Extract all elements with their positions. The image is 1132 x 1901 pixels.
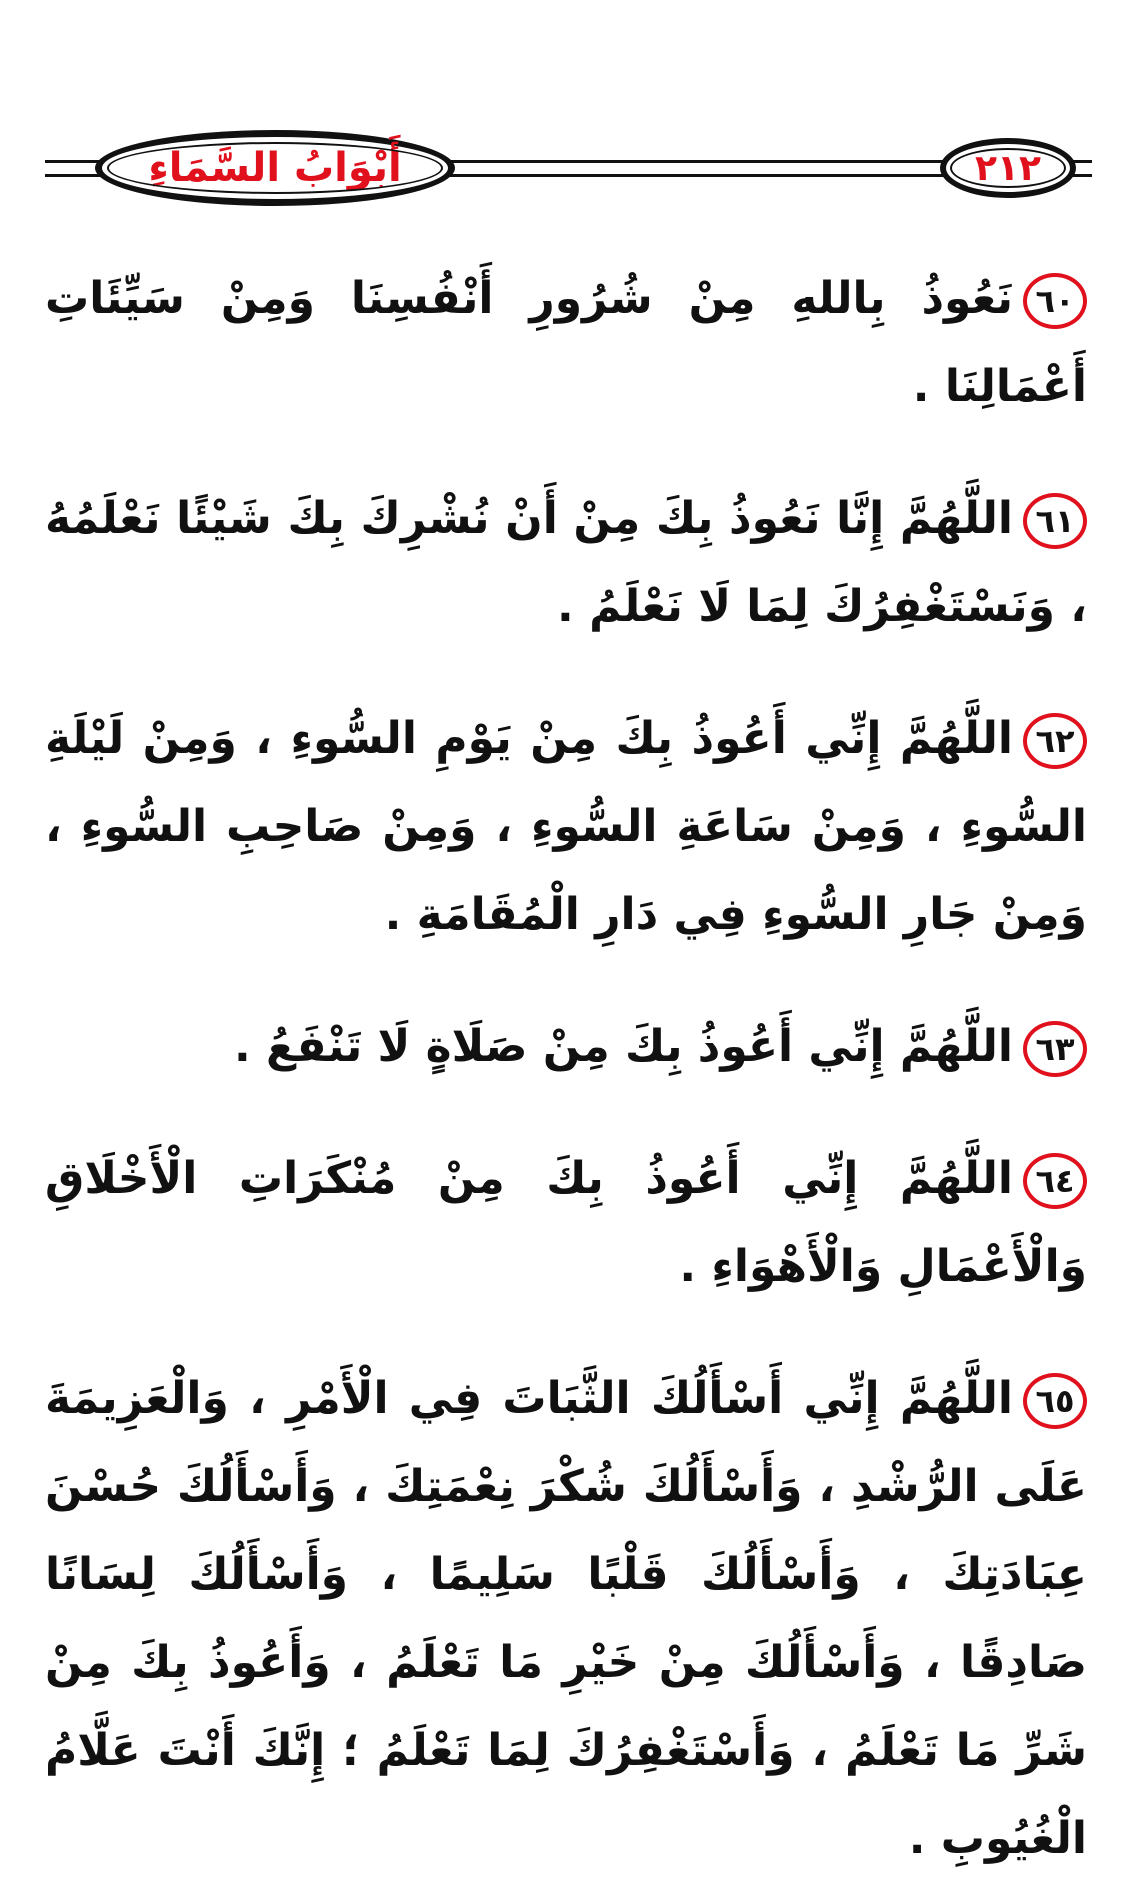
page-number: ٢١٢ [975, 147, 1041, 189]
prayer-item [45, 695, 1087, 959]
prayer-item [45, 475, 1087, 651]
item-text: نَعُوذُ بِاللهِ مِنْ شُرُورِ أَنْفُسِنَا وَمِنْ سَيِّئَاتِ أَعْمَالِنَا . [45, 273, 1087, 412]
item-number-badge: ٦١ [1023, 493, 1087, 549]
item-number-badge: ٦٠ [1023, 273, 1087, 329]
item-text: اللَّهُمَّ إِنَّا نَعُوذُ بِكَ مِنْ أَنْ نُشْرِكَ بِكَ شَيْئًا نَعْلَمُهُ ، وَنَسْتَغْفِرُكَ لِمَا لَا نَعْلَمُ . [45, 493, 1087, 632]
header-rule-middle-2 [450, 174, 945, 177]
chapter-title-frame [95, 130, 455, 206]
page-header [0, 120, 1132, 220]
prayer-item [45, 255, 1087, 431]
item-text: اللَّهُمَّ إِنِّي أَسْأَلُكَ الثَّبَاتَ فِي الْأَمْرِ ، وَالْعَزِيمَةَ عَلَى الرُّشْدِ ، وَأَسْأَلُكَ شُكْرَ نِعْمَتِكَ ، وَأَسْأَلُكَ حُسْنَ عِبَادَتِكَ ، وَأَسْأَلُكَ قَلْبًا سَلِيمًا ، وَأَسْأَلُكَ لِسَانًا صَادِقًا ، وَأَسْأَلُكَ مِنْ خَيْرِ مَا تَعْلَمُ ، وَأَعُوذُ بِكَ مِنْ شَرِّ مَا تَعْلَمُ ، وَأَسْتَغْفِرُكَ لِمَا تَعْلَمُ ؛ إِنَّكَ أَنْتَ عَلَّامُ الْغُيُوبِ . [45, 1373, 1087, 1864]
prayer-list [45, 255, 1087, 1901]
item-number-badge: ٦٤ [1023, 1153, 1087, 1209]
header-rule-middle [450, 160, 945, 163]
item-text: اللَّهُمَّ إِنِّي أَعُوذُ بِكَ مِنْ صَلَاةٍ لَا تَنْفَعُ . [233, 1021, 1013, 1072]
chapter-title: أَبْوَابُ السَّمَاءِ [148, 145, 402, 191]
item-number-badge: ٦٣ [1023, 1021, 1087, 1077]
header-rule-left-2 [45, 174, 105, 177]
item-text: اللَّهُمَّ إِنِّي أَعُوذُ بِكَ مِنْ مُنْكَرَاتِ الْأَخْلَاقِ وَالْأَعْمَالِ وَالْأَهْوَاءِ . [45, 1153, 1087, 1292]
prayer-item [45, 1355, 1087, 1883]
item-number-badge: ٦٢ [1023, 713, 1087, 769]
page-number-frame [940, 138, 1076, 198]
prayer-item [45, 1003, 1087, 1091]
item-number-badge: ٦٥ [1023, 1373, 1087, 1429]
item-text: اللَّهُمَّ إِنِّي أَعُوذُ بِكَ مِنْ يَوْمِ السُّوءِ ، وَمِنْ لَيْلَةِ السُّوءِ ، وَمِنْ سَاعَةِ السُّوءِ ، وَمِنْ صَاحِبِ السُّوءِ ، وَمِنْ جَارِ السُّوءِ فِي دَارِ الْمُقَامَةِ . [45, 713, 1087, 940]
prayer-item [45, 1135, 1087, 1311]
